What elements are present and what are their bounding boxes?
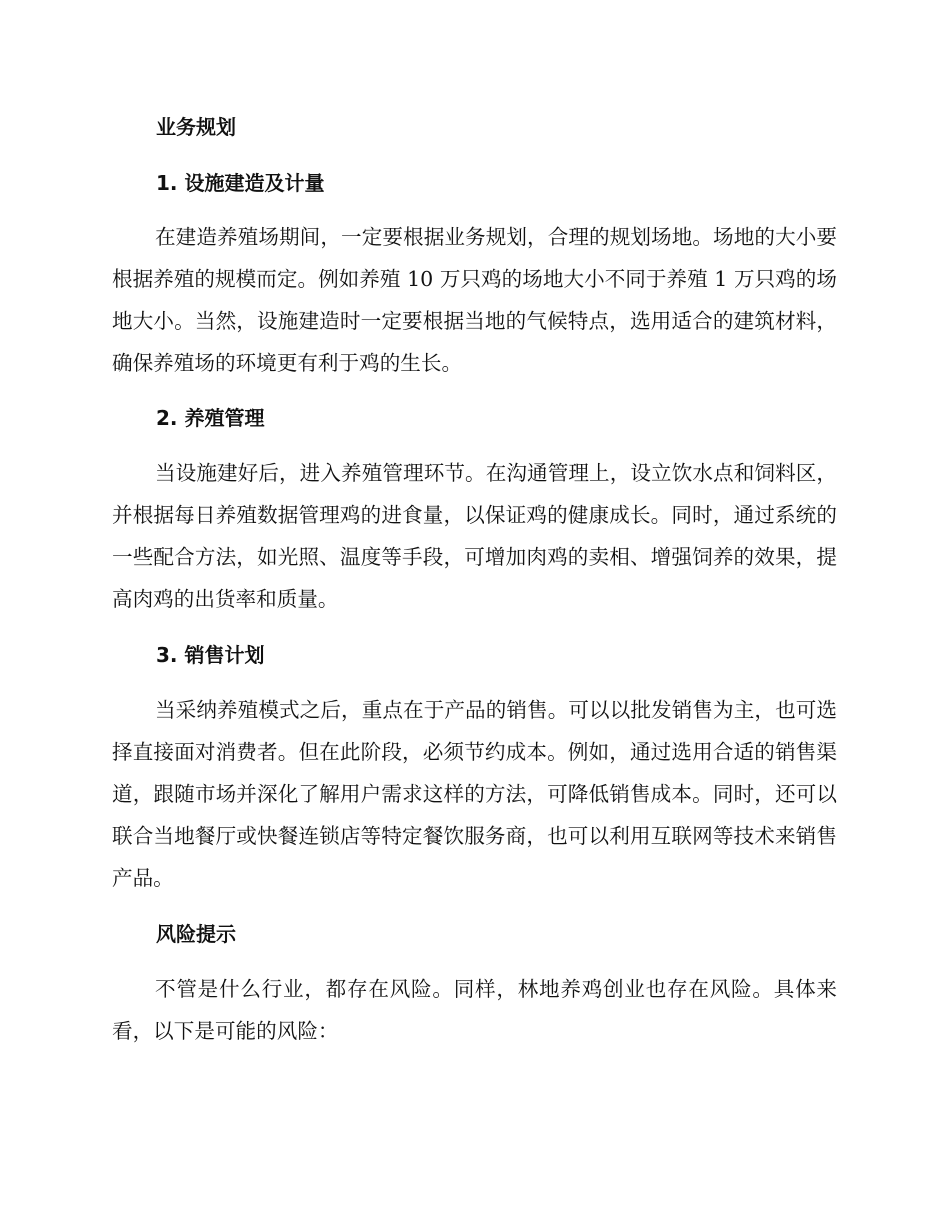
paragraph-sales-plan: 当采纳养殖模式之后，重点在于产品的销售。可以以批发销售为主，也可选择直接面对消费者。但在此阶段，必须节约成本。例如，通过选用合适的销售渠道，跟随市场并深化了解用户需求这样的方法，可降低销售成本。同时，还可以联合当地餐厅或快餐连锁店等特定餐饮服务商，也可以利用互联网等技术来销售产品。 xyxy=(112,698,837,890)
section-heading-risk: 风险提示 xyxy=(156,922,236,946)
subsection-heading-breeding-management: 2. 养殖管理 xyxy=(156,406,265,430)
subsection-heading-facility: 1. 设施建造及计量 xyxy=(156,171,325,195)
paragraph-facility: 在建造养殖场期间，一定要根据业务规划，合理的规划场地。场地的大小要根据养殖的规模而定。例如养殖 10 万只鸡的场地大小不同于养殖 1 万只鸡的场地大小。当然，设施建造时一定要根据当地的气候特点，选用适合的建筑材料，确保养殖场的环境更有利于鸡的生长。 xyxy=(112,225,837,375)
section-heading-business-plan: 业务规划 xyxy=(156,115,236,139)
paragraph-breeding-management: 当设施建好后，进入养殖管理环节。在沟通管理上，设立饮水点和饲料区，并根据每日养殖数据管理鸡的进食量，以保证鸡的健康成长。同时，通过系统的一些配合方法，如光照、温度等手段，可增加肉鸡的卖相、增强饲养的效果，提高肉鸡的出货率和质量。 xyxy=(112,461,837,611)
subsection-heading-sales-plan: 3. 销售计划 xyxy=(156,643,265,667)
paragraph-risk: 不管是什么行业，都存在风险。同样，林地养鸡创业也存在风险。具体来看，以下是可能的风险： xyxy=(112,977,837,1043)
